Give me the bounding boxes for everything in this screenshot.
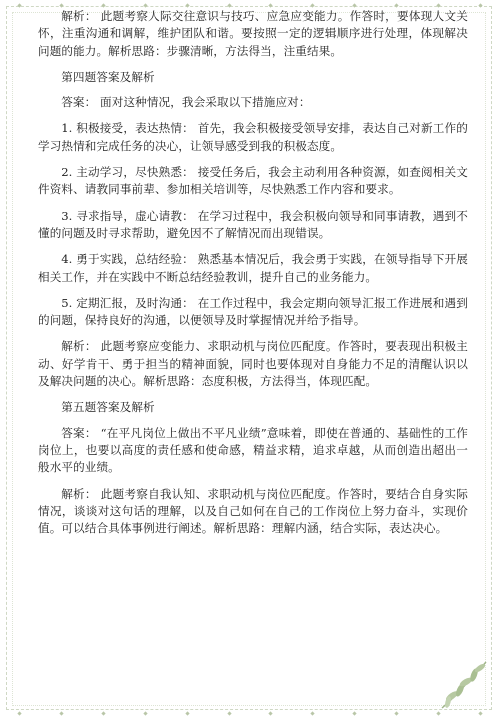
analysis-q3: 解析： 此题考察人际交往意识与技巧、应急应变能力。作答时，要体现人文关怀，注重沟通和调解，维护团队和谐。要按照一定的逻辑顺序进行处理，体现解决问题的能力。解析思路：步骤清晰，方法得当，注重结果。	[38, 9, 468, 58]
answer-q5: 答案： “在平凡岗位上做出不平凡业绩”意味着，即使在普通的、基础性的工作岗位上，也要以高度的责任感和使命感，精益求精，追求卓越，从而创造出超出一般水平的业绩。	[38, 425, 468, 475]
answer-intro-q4: 答案： 面对这种情况，我会采取以下措施应对：	[61, 95, 311, 110]
answer-point-5: 5. 定期汇报，及时沟通： 在工作过程中，我会定期向领导汇报工作进展和遇到的问题，保持良好的沟通，以便领导及时掌握情况并给予指导。	[38, 295, 468, 328]
analysis-q4: 解析： 此题考察应变能力、求职动机与岗位匹配度。作答时，要表现出积极主动、好学肯干、勇于担当的精神面貌，同时也要体现对自身能力不足的清醒认识以及解决问题的决心。解析思路：态度积极，方法得当，体现匹配。	[38, 339, 468, 389]
section-heading-q4: 第四题答案及解析	[61, 69, 155, 84]
answer-point-1: 1. 积极接受，表达热情： 首先，我会积极接受领导安排，表达自己对新工作的学习热情和完成任务的决心，让领导感受到我的积极态度。	[38, 121, 468, 153]
section-heading-q5: 第五题答案及解析	[61, 400, 155, 415]
bottom-dot-border	[18, 708, 482, 718]
document-body	[38, 8, 468, 546]
analysis-q5: 解析： 此题考察自我认知、求职动机与岗位匹配度。作答时，要结合自身实际情况，谈谈对这句话的理解，以及自己如何在自己的工作岗位上努力奋斗，实现价值。可以结合具体事例进行阐述。解析思路：理解内涵，结合实际，表达决心。	[38, 486, 468, 536]
leaf-sprig-icon	[434, 652, 494, 712]
answer-point-3: 3. 寻求指导，虚心请教： 在学习过程中，我会积极向领导和同事请教，遇到不懂的问题及时寻求帮助，避免因不了解情况而出现错误。	[38, 208, 468, 240]
answer-point-4: 4. 勇于实践，总结经验： 熟悉基本情况后，我会勇于实践，在领导指导下开展相关工作，并在实践中不断总结经验教训，提升自己的业务能力。	[38, 252, 468, 284]
answer-point-2: 2. 主动学习，尽快熟悉： 接受任务后，我会主动利用各种资源，如查阅相关文件资料、请教同事前辈、参加相关培训等，尽快熟悉工作内容和要求。	[38, 165, 468, 197]
